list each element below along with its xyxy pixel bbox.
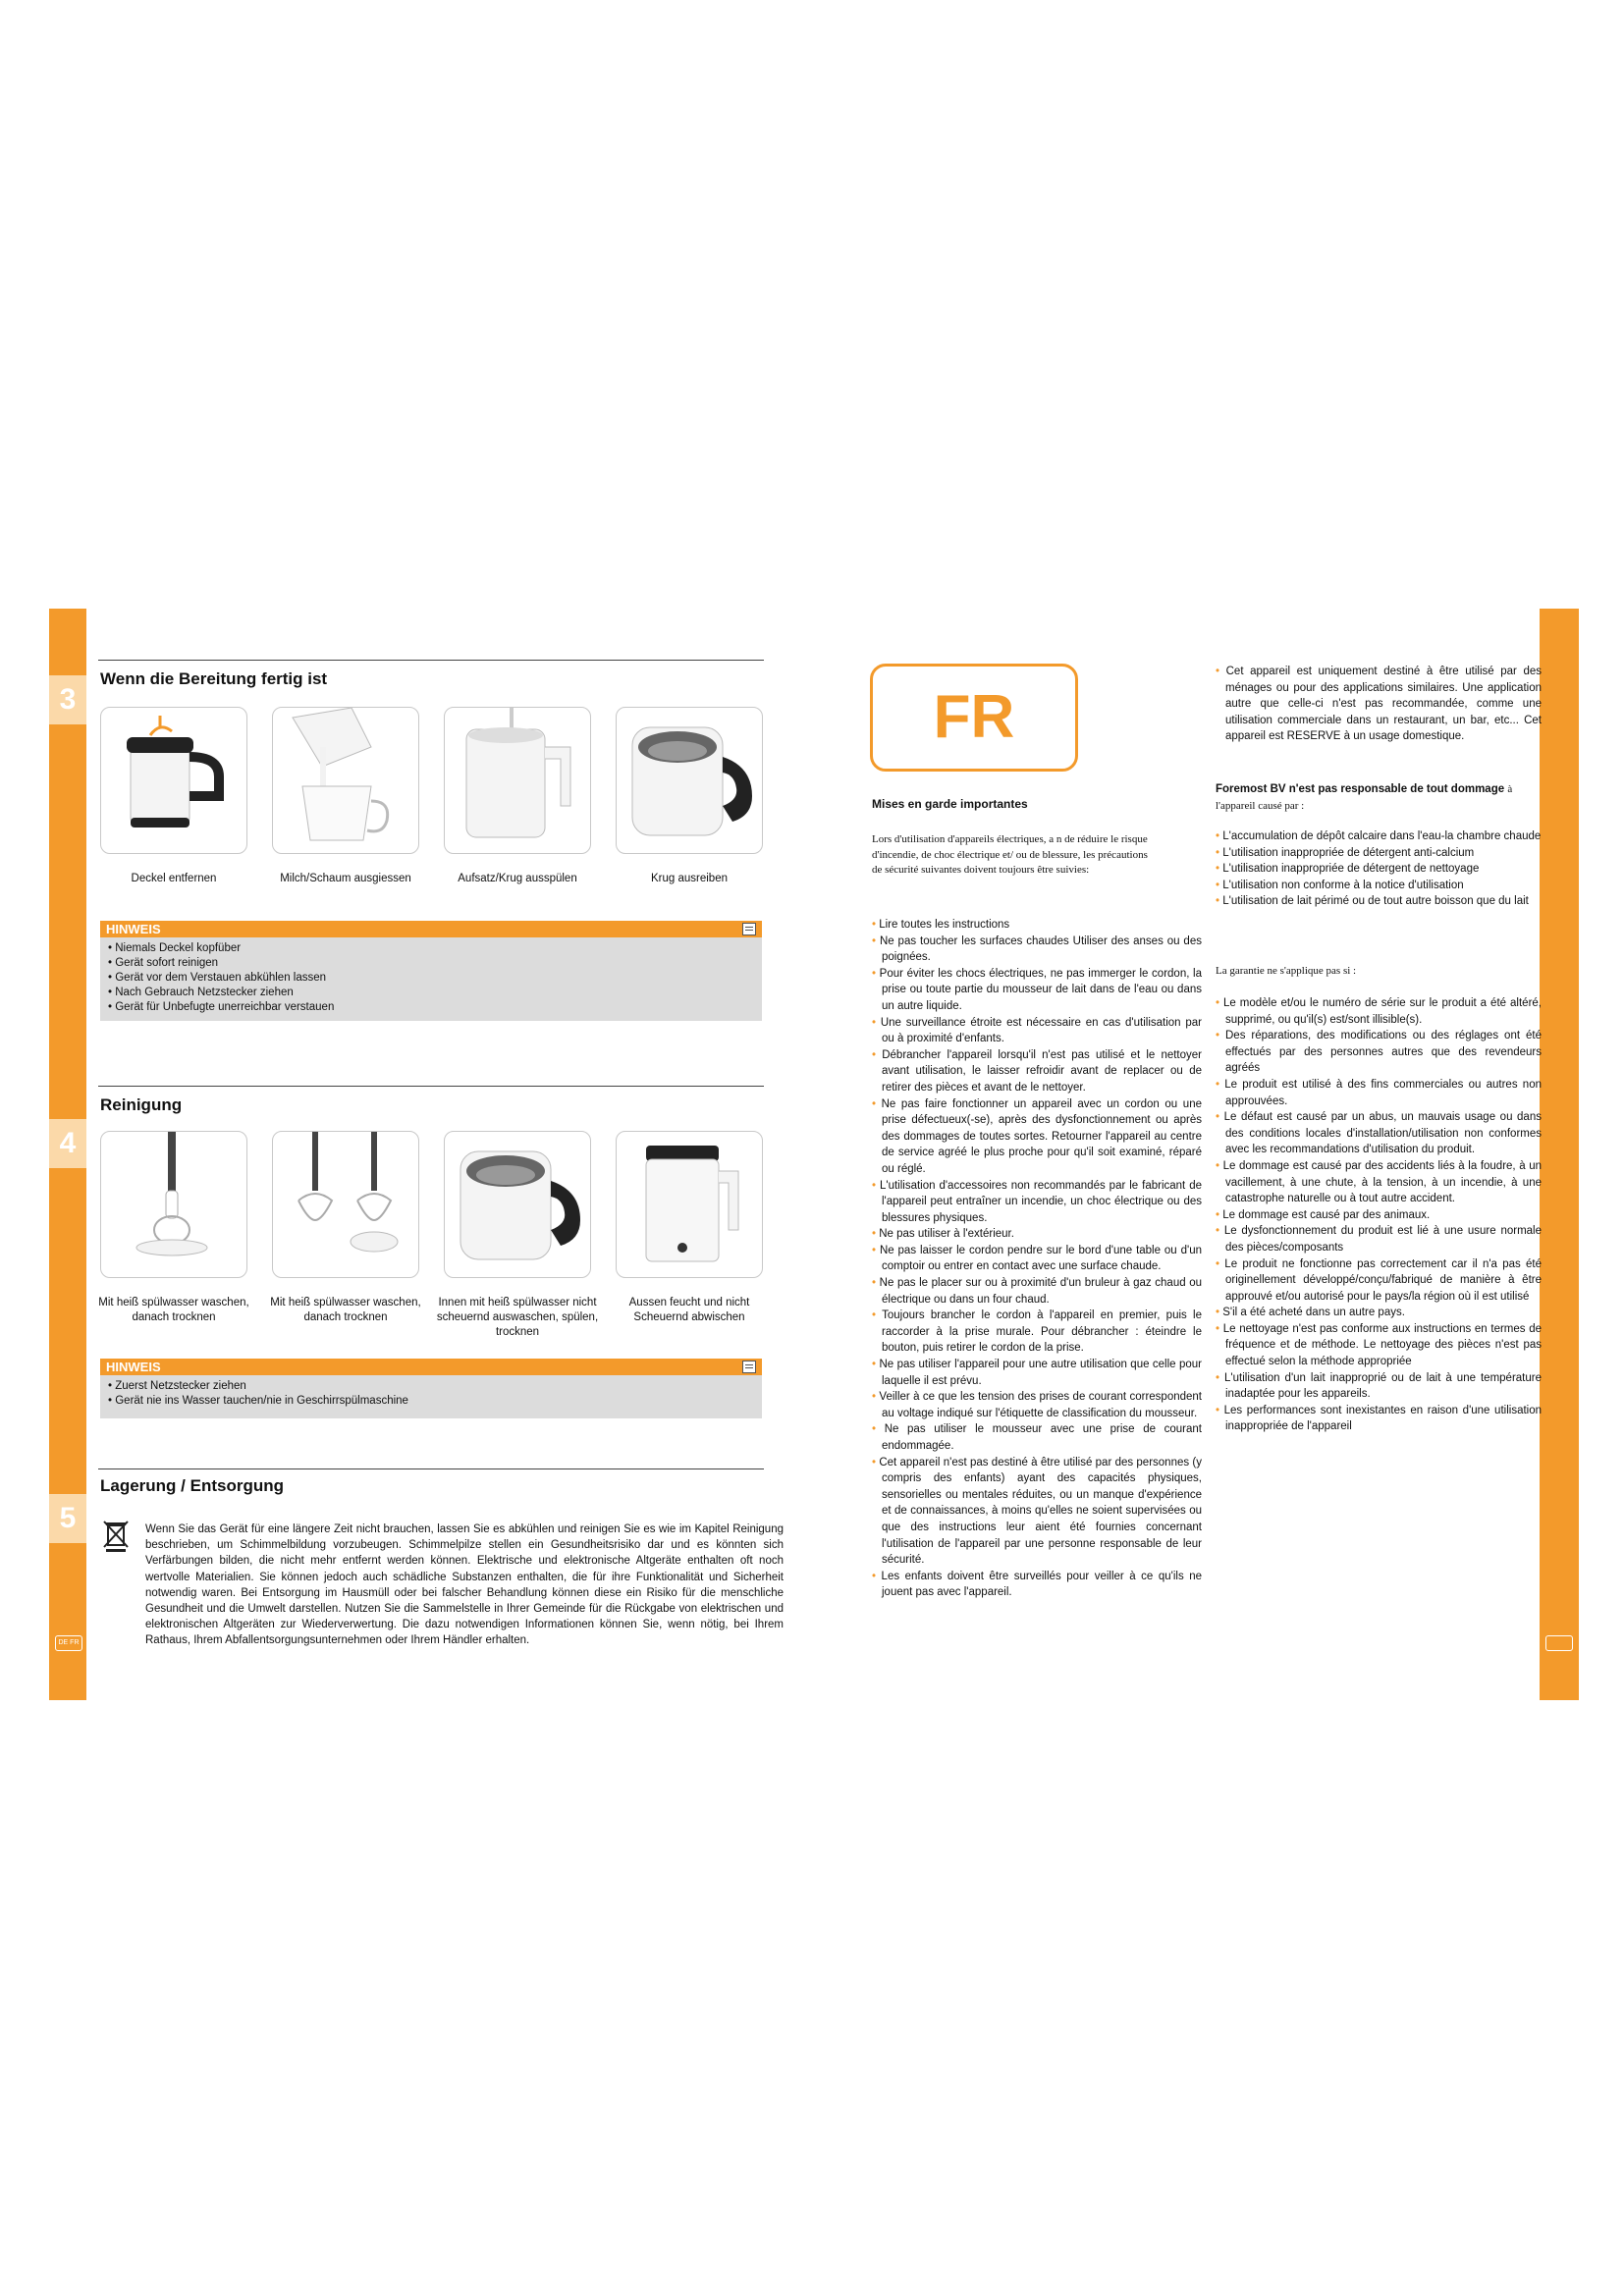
manual-spread — [0, 609, 1624, 1700]
warning-item: • Ne pas faire fonctionner un appareil avec un cordon ou une prise défectueux(-se), après des dysfonctionnement ou après des dommages de toutes sortes. Retourner l'appareil au centre de service agréé le plus proche pour qu'il soit examiné, réparé ou réglé. — [872, 1096, 1202, 1178]
caption: Mit heiß spülwasser waschen, danach trocknen — [270, 1297, 421, 1323]
hinweis-item: • Gerät für Unbefugte unerreichbar verstauen — [108, 1000, 754, 1015]
warranty-item: • Le produit est utilisé à des fins commerciales ou autres non approuvées. — [1216, 1077, 1542, 1109]
section-rule — [98, 1468, 764, 1469]
warning-item: • Cet appareil est uniquement destiné à être utilisé par des ménages ou pour des applications similaires. Une application autre que celle-ci n'est pas recommandée, comme une utilisation commerciale dans un restaurant, un bar, etc... Cet appareil est RESERVE à un usage domestique. — [1216, 664, 1542, 745]
warning-item: • Cet appareil n'est pas destiné à être utilisé par des personnes (y compris des enfants) ayant des capacités physiques, sensorielles ou mentales réduites, ou un manque d'expérience et de connaissances, à moins qu'elles ne soient supervisées ou que des instructions leur aient été fournies concernant l'utilisation de l'appareil par une personne responsable de leur sécurité. — [872, 1455, 1202, 1569]
warning-item: • Lire toutes les instructions — [872, 917, 1202, 934]
section-number: 4 — [49, 1119, 86, 1168]
hinweis-box — [100, 1359, 762, 1418]
liability-causes-list — [1216, 828, 1542, 910]
cause-item: • L'utilisation de lait périmé ou de tout autre boisson que du lait — [1216, 893, 1542, 910]
section-title: Reinigung — [100, 1095, 183, 1114]
liability-heading — [1216, 781, 1540, 814]
warranty-item: • S'il a été acheté dans un autre pays. — [1216, 1305, 1542, 1321]
warning-item: • Une surveillance étroite est nécessaire en cas d'utilisation par ou à proximité d'enfants. — [872, 1015, 1202, 1047]
image-frother — [616, 1131, 763, 1278]
image-jug-inside — [444, 1131, 591, 1278]
caption: Aussen feucht und nicht Scheuernd abwischen — [628, 1297, 750, 1323]
warning-item: • Débrancher l'appareil lorsqu'il n'est pas utilisé et le nettoyer avant utilisation, le laisser refroidir avant de replacer ou de retirer des pièces et avant de le nettoyer. — [872, 1047, 1202, 1096]
warranty-heading: La garantie ne s'applique pas si : — [1216, 965, 1357, 977]
cause-item: • L'utilisation non conforme à la notice d'utilisation — [1216, 878, 1542, 894]
image-whisk — [100, 1131, 247, 1278]
section-title: Lagerung / Entsorgung — [100, 1476, 284, 1495]
warnings-list — [872, 917, 1202, 1601]
hinweis-header — [100, 1359, 762, 1375]
warranty-item: • Des réparations, des modifications ou des réglages ont été effectués par des personnes autres que des revendeurs agréés — [1216, 1028, 1542, 1077]
hinweis-item: • Gerät nie ins Wasser tauchen/nie in Geschirrspülmaschine — [108, 1394, 754, 1409]
cause-item: • L'accumulation de dépôt calcaire dans l'eau-la chambre chaude — [1216, 828, 1542, 845]
caption: Krug ausreiben — [651, 873, 728, 884]
warning-item: • Pour éviter les chocs électriques, ne pas immerger le cordon, la prise ou toute partie du mousseur de lait dans de l'eau ou dans un autre liquide. — [872, 966, 1202, 1015]
warning-item: • Les enfants doivent être surveillés pour veiller à ce qu'ils ne jouent pas avec l'appareil. — [872, 1569, 1202, 1601]
hinweis-header — [100, 921, 762, 937]
liability-rest: à l'appareil causé par : — [1216, 783, 1513, 812]
warranty-item: • Le nettoyage n'est pas conforme aux instructions en termes de fréquence et de méthode. Le nettoyage des pièces n'est pas effectué selon la méthode appropriée — [1216, 1321, 1542, 1370]
caption: Innen mit heiß spülwasser nicht scheuernd auswaschen, spülen, trocknen — [436, 1297, 599, 1338]
warning-item: • Ne pas utiliser le mousseur avec une prise de courant endommagée. — [872, 1421, 1202, 1454]
warranty-item: • Le défaut est causé par un abus, un mauvais usage ou dans des conditions locales d'installation/utilisation non conformes avec les recommandations d'utilisation du produit. — [1216, 1109, 1542, 1158]
warning-item: • L'utilisation d'accessoires non recommandés par le fabricant de l'appareil peut entraîner un incendie, un choc électrique ou des blessures physiques. — [872, 1178, 1202, 1227]
warnings-heading: Mises en garde importantes — [872, 797, 1028, 811]
section-rule — [98, 660, 764, 661]
caption: Aufsatz/Krug ausspülen — [458, 873, 577, 884]
weee-bin-icon — [102, 1520, 130, 1553]
warranty-item: • Le dommage est causé par des accidents liés à la foudre, à un vacillement, à une chute, à la tension, à un incendie, à une catastrophe naturelle ou à tout autre accident. — [1216, 1158, 1542, 1207]
cause-item: • L'utilisation inappropriée de détergent de nettoyage — [1216, 861, 1542, 878]
warranty-item: • Le modèle et/ou le numéro de série sur le produit a été altéré, supprimé, ou qu'il(s) est/sont illisible(s). — [1216, 995, 1542, 1028]
liability-bold: Foremost BV n'est pas responsable de tout dommage — [1216, 783, 1505, 795]
notes-icon — [742, 923, 756, 935]
image-whisks-pair — [272, 1131, 419, 1278]
page-tag: DE FR — [55, 1635, 82, 1651]
warning-item: • Ne pas toucher les surfaces chaudes Utiliser des anses ou des poignées. — [872, 934, 1202, 966]
page-tag-right — [1545, 1635, 1573, 1651]
warnings-intro: Lors d'utilisation d'appareils électriques, a n de réduire le risque d'incendie, de choc électrique et/ ou de blessure, les précautions de sécurité suivantes doivent toujours être suivies: — [872, 833, 1148, 876]
image-pour-milk — [272, 707, 419, 854]
warranty-item: • Le produit ne fonctionne pas correctement car il n'a pas été originellement développé/conçu/fabriqué de manière à être approuvé et/ou autorisé pour le pays/la région où il est utilisé — [1216, 1256, 1542, 1306]
hinweis-item: • Niemals Deckel kopfüber — [108, 941, 754, 956]
hinweis-list — [100, 1375, 762, 1418]
hinweis-item: • Nach Gebrauch Netzstecker ziehen — [108, 986, 754, 1000]
warning-item: • Veiller à ce que les tension des prises de courant correspondent au voltage indiqué sur l'étiquette de classification du mousseur. — [872, 1389, 1202, 1421]
hinweis-list — [100, 937, 762, 1021]
section-number: 3 — [49, 675, 86, 724]
section-title: Wenn die Bereitung fertig ist — [100, 669, 328, 688]
hinweis-item: • Gerät sofort reinigen — [108, 956, 754, 971]
image-rinse-jug — [444, 707, 591, 854]
section-rule — [98, 1086, 764, 1087]
warranty-item: • L'utilisation d'un lait inapproprié ou de lait à une température inadaptée pour les appareils. — [1216, 1370, 1542, 1403]
hinweis-box — [100, 921, 762, 1021]
warning-item: • Ne pas le placer sur ou à proximité d'un bruleur à gaz chaud ou électrique ou dans un four chaud. — [872, 1275, 1202, 1308]
warning-item: • Ne pas utiliser l'appareil pour une autre utilisation que celle pour laquelle il est prévu. — [872, 1357, 1202, 1389]
cause-item: • L'utilisation inappropriée de détergent anti-calcium — [1216, 845, 1542, 862]
hinweis-title: HINWEIS — [106, 922, 161, 936]
hinweis-title: HINWEIS — [106, 1360, 161, 1374]
caption: Milch/Schaum ausgiessen — [280, 873, 411, 884]
image-wipe-jug — [616, 707, 763, 854]
caption: Deckel entfernen — [131, 873, 217, 884]
right-orange-bar — [1540, 609, 1579, 1700]
warranty-item: • Les performances sont inexistantes en raison d'une utilisation inappropriée de l'appareil — [1216, 1403, 1542, 1435]
warranty-item: • Le dommage est causé par des animaux. — [1216, 1207, 1542, 1224]
warranty-list — [1216, 995, 1542, 1435]
warning-item: • Ne pas laisser le cordon pendre sur le bord d'une table ou d'un comptoir ou entrer en contact avec une surface chaude. — [872, 1243, 1202, 1275]
language-badge: FR — [870, 664, 1078, 772]
warning-item: • Ne pas utiliser à l'extérieur. — [872, 1226, 1202, 1243]
warranty-item: • Le dysfonctionnement du produit est lié à une usure normale des pièces/composants — [1216, 1223, 1542, 1255]
image-remove-lid — [100, 707, 247, 854]
hinweis-item: • Zuerst Netzstecker ziehen — [108, 1379, 754, 1394]
notes-icon — [742, 1361, 756, 1373]
caption: Mit heiß spülwasser waschen, danach trocknen — [98, 1297, 249, 1323]
warning-item: • Toujours brancher le cordon à l'appareil en premier, puis le raccorder à la prise murale. Pour débrancher : éteindre le bouton, puis retirer le cordon de la prise. — [872, 1308, 1202, 1357]
section-number: 5 — [49, 1494, 86, 1543]
disposal-text: Wenn Sie das Gerät für eine längere Zeit nicht brauchen, lassen Sie es abkühlen und reinigen Sie es wie im Kapitel Reinigung beschrieben, um Schimmelbildung vorzubeugen. Schimmelpilze stellen ein Gesundheitsrisiko dar und es könnten sich Verfärbungen bilden, die nicht mehr entfernt werden können. Elektrische und elektronische Altgeräte enthalten oft noch wertvolle Materialien. Sie können jedoch auch schädliche Substanzen enthalten, die für ihre Funktionalität und Sicherheit notwendig waren. Bei Entsorgung im Hausmüll oder bei falscher Behandlung können diese ein Risiko für die menschliche Gesundheit und die Umwelt darstellen. Nutzen Sie die Sammelstelle in Ihrer Gemeinde für die Rückgabe von elektrischen und elektronischen Altgeräten zur Wiederverwertung. Die dazu notwendigen Informationen können Sie, wenn nötig, bei Ihrem Rathaus, Ihrem Abfallentsorgungsunternehmen oder Ihrem Händler erhalten. — [145, 1523, 784, 1647]
domestic-use-list — [1216, 664, 1542, 745]
hinweis-item: • Gerät vor dem Verstauen abkühlen lassen — [108, 971, 754, 986]
